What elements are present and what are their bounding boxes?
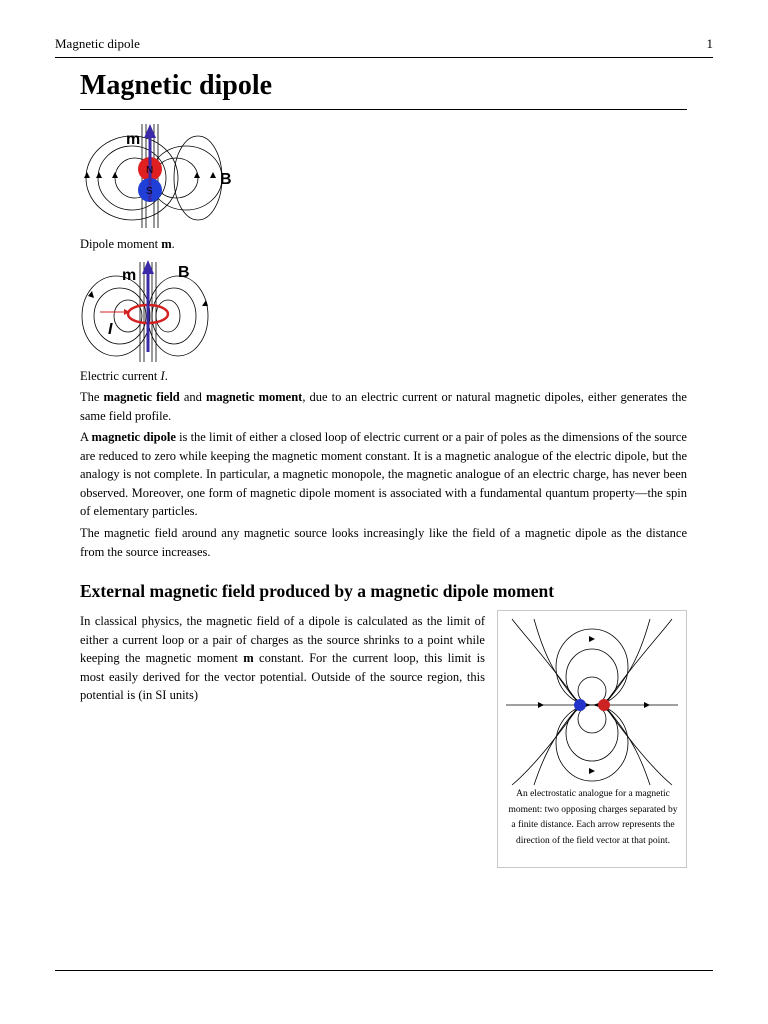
south-label: S <box>146 186 153 197</box>
moment-label: m <box>126 131 141 148</box>
page-title: Magnetic dipole <box>80 68 687 110</box>
paragraph-distance: The magnetic field around any magnetic source looks increasingly like the field of a magnetic dipole as the distance from the source increases. <box>80 526 687 559</box>
north-label: N <box>146 165 154 176</box>
paragraph-definition: A magnetic dipole is the limit of either a closed loop of electric current or a pair of poles as the dimensions of the source are reduced to zero while keeping the magnetic moment constant. It is a magnetic analogue of the electric dipole, but the analogy is not complete. In particular, a magnetic monopole, the magnetic analogue of an electric charge, has never been observed. Moreover, one form of magnetic dipole moment is associated with a fundamental quantum property—the spin of elementary particles. <box>80 430 687 518</box>
field-label: B <box>220 171 232 188</box>
field-label: B <box>178 264 190 281</box>
positive-charge <box>598 699 610 711</box>
dipole-moment-figure <box>80 122 230 230</box>
electrostatic-figure-box <box>497 610 687 868</box>
section-heading: External magnetic field produced by a magnetic dipole moment <box>80 581 555 601</box>
page-number: 1 <box>706 36 713 51</box>
electric-current-caption: Electric current I. <box>80 369 168 383</box>
current-label: I <box>108 321 113 338</box>
negative-charge <box>574 699 586 711</box>
paragraph-field-profile: The magnetic field and magnetic moment, due to an electric current or natural magnetic dipoles, either generates the same field profile. <box>80 390 687 423</box>
electrostatic-figure-caption: An electrostatic analogue for a magnetic moment: two opposing charges separated by a finite distance. Each arrow represents the direction of the field vector at that point. <box>508 789 678 846</box>
running-title: Magnetic dipole <box>55 36 140 51</box>
moment-label: m <box>122 267 137 284</box>
section-body: In classical physics, the magnetic field of a dipole is calculated as the limit of either a current loop or a pair of charges as the source shrinks to a point while keeping the magnetic moment m constant. For the current loop, this limit is most easily derived for the vector potential. Outside of the source region, this potential is (in SI units) <box>80 614 485 702</box>
electric-current-figure <box>80 258 210 364</box>
footer-rule <box>55 970 713 971</box>
running-header <box>55 36 713 58</box>
electrostatic-dipole-figure <box>504 615 680 787</box>
dipole-moment-caption: Dipole moment m. <box>80 237 175 251</box>
